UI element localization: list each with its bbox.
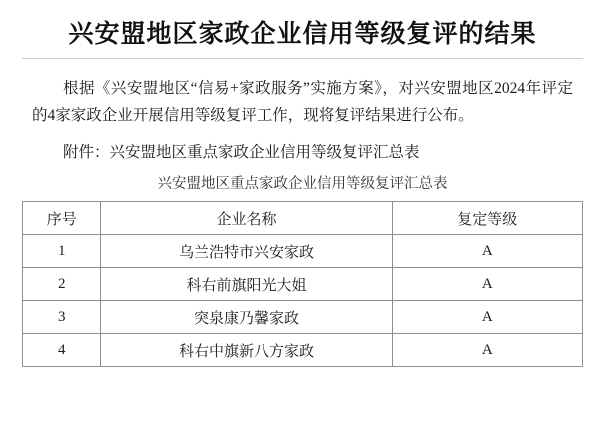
table-row (23, 334, 583, 367)
table-row (23, 301, 583, 334)
column-header-company: 企业名称 (101, 202, 392, 235)
table-header-row (23, 202, 583, 235)
cell-index: 1 (23, 235, 101, 268)
column-header-index: 序号 (23, 202, 101, 235)
table-caption: 兴安盟地区重点家政企业信用等级复评汇总表 (157, 176, 448, 192)
cell-grade: A (392, 301, 582, 334)
cell-grade: A (392, 268, 582, 301)
document-page (0, 18, 605, 426)
cell-company: 科右中旗新八方家政 (101, 334, 392, 367)
page-title: 兴安盟地区家政企业信用等级复评的结果 (68, 21, 537, 48)
cell-company: 乌兰浩特市兴安家政 (101, 235, 392, 268)
table-row (23, 268, 583, 301)
title-divider (22, 58, 583, 59)
cell-index: 4 (23, 334, 101, 367)
cell-grade: A (392, 235, 582, 268)
cell-index: 2 (23, 268, 101, 301)
attachment-line: 附件：兴安盟地区重点家政企业信用等级复评汇总表 (63, 144, 420, 161)
table-row (23, 235, 583, 268)
credit-rating-table (22, 201, 583, 367)
cell-index: 3 (23, 301, 101, 334)
cell-company: 突泉康乃馨家政 (101, 301, 392, 334)
cell-grade: A (392, 334, 582, 367)
cell-company: 科右前旗阳光大姐 (101, 268, 392, 301)
column-header-grade: 复定等级 (392, 202, 582, 235)
body-paragraph-1: 根据《兴安盟地区“信易+家政服务”实施方案》，对兴安盟地区2024年评定的4家家政企业开展信用等级复评工作，现将复评结果进行公布。 (32, 80, 573, 124)
